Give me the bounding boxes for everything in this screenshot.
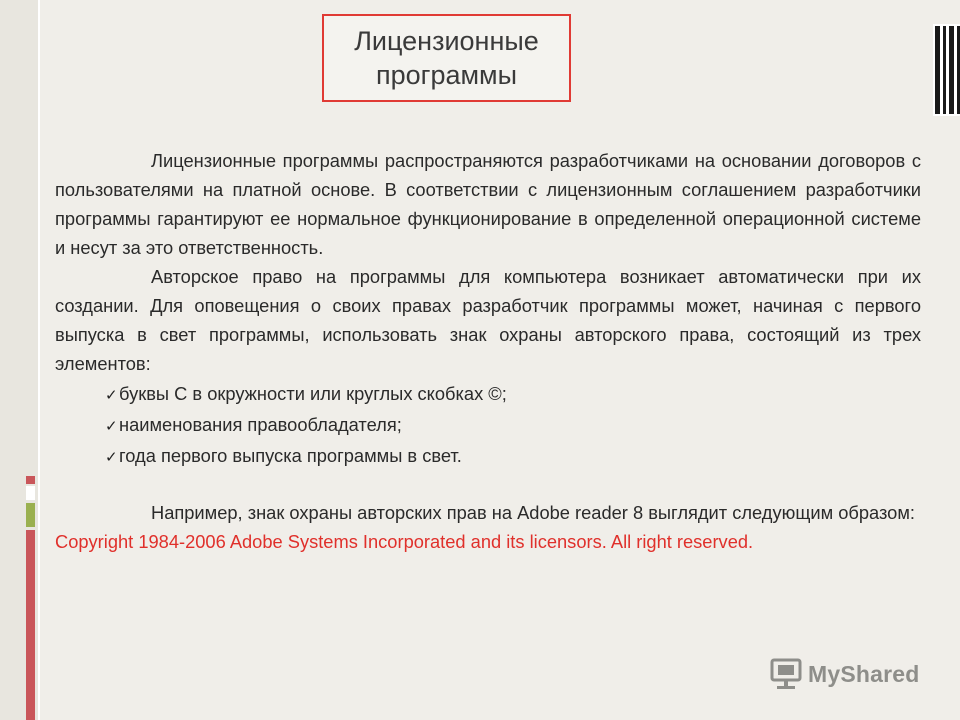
checkmark-icon: ✓ [105,418,118,435]
slide-title-line-1: Лицензионные [354,26,539,56]
list-item [105,379,921,410]
paragraph-licensed-programs: Лицензионные программы распространяются разработчиками на основании договоров с пользователями на платной основе. В соответствии с лицензионным соглашением разработчики программы гарантируют ее нормальное функционирование в определенной операционной системе и несут за это ответственность. [55,150,921,258]
checklist [105,379,921,472]
accent-bar-red-long [26,530,35,720]
list-item-text: наименования правообладателя; [119,414,402,435]
watermark [768,656,928,692]
copyright-notice: Copyright 1984-2006 Adobe Systems Incorporated and its licensors. All right reserved. [55,531,754,552]
checkmark-icon: ✓ [105,387,118,404]
paragraph-example: Например, знак охраны авторских прав на Adobe reader 8 выглядит следующим образом: [151,502,915,523]
slide-body [55,146,921,556]
slide-title-line-2: программы [375,60,518,90]
accent-bar-red-short [26,476,35,484]
list-item-text: года первого выпуска программы в свет. [119,445,462,466]
paragraph-copyright-law: Авторское право на программы для компьютера возникает автоматически при их создании. Для оповещения о своих правах разработчик программы может, начиная с первого выпуска в свет программы, использовать знак охраны авторского права, состоящий из трех элементов: [55,266,921,374]
accent-bar-white [26,486,35,500]
checkmark-icon: ✓ [105,449,118,466]
accent-bar-green [26,503,35,527]
left-edge-divider [38,0,40,720]
list-item [105,441,921,472]
list-item [105,410,921,441]
slide-title-box [322,14,571,102]
list-item-text: буквы С в окружности или круглых скобках ©; [119,383,507,404]
watermark-brand: MyShared [808,660,920,687]
presentation-logo-icon [768,656,804,692]
decorative-lines-icon [933,24,960,116]
